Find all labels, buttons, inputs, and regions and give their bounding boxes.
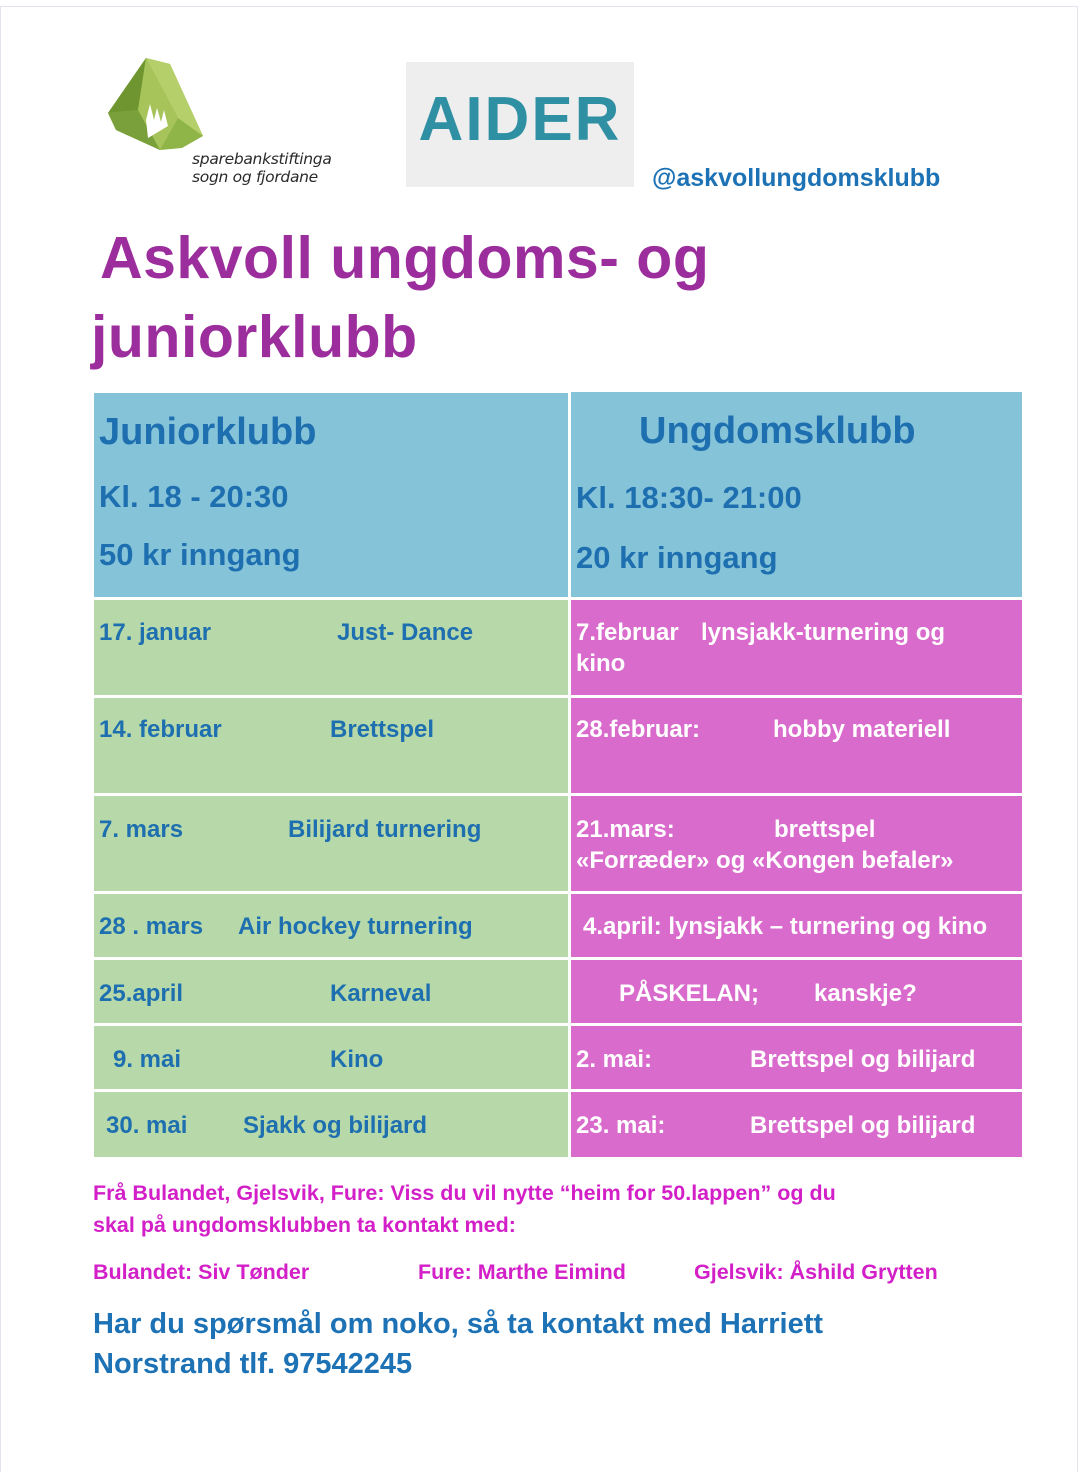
junior-header-cell <box>94 393 568 597</box>
table-row <box>571 1092 1022 1157</box>
sparebank-name-line2: sogn og fjordane <box>192 168 318 186</box>
junior-time: Kl. 18 - 20:30 <box>99 479 289 514</box>
ungdom-time: Kl. 18:30- 21:00 <box>576 480 802 515</box>
table-row <box>94 1026 568 1089</box>
sparebankstiftinga-logo <box>108 58 332 193</box>
ungdom-row-date: PÅSKELAN; <box>619 980 760 1007</box>
table-row <box>94 894 568 957</box>
social-handle: @askvollungdomsklubb <box>652 164 941 192</box>
junior-price: 50 kr inngang <box>99 537 301 572</box>
table-row <box>94 600 568 695</box>
table-row <box>571 698 1022 793</box>
ungdom-row-date: 28.februar: <box>576 716 701 743</box>
junior-row-date: 17. januar <box>99 619 212 646</box>
junior-row-event: Air hockey turnering <box>238 913 473 940</box>
junior-row-date: 25.april <box>99 980 184 1007</box>
ungdom-price: 20 kr inngang <box>576 540 778 575</box>
junior-row-event: Brettspel <box>330 716 435 743</box>
junior-row-event: Karneval <box>330 980 432 1007</box>
page-title-line2: juniorklubb <box>91 304 418 370</box>
aider-logo-text: AIDER <box>418 85 622 154</box>
junior-row-date: 14. februar <box>99 716 222 743</box>
table-row <box>571 960 1022 1023</box>
table-row <box>94 960 568 1023</box>
ungdom-row-event: lynsjakk-turnering og <box>701 619 946 646</box>
contact-bulandet: Bulandet: Siv Tønder <box>93 1260 310 1284</box>
ungdom-row-extra: «Forræder» og «Kongen befaler» <box>576 847 954 874</box>
ungdom-row-event: Brettspel og bilijard <box>750 1112 976 1139</box>
ungdom-row-date: 7.februar <box>576 619 679 646</box>
ungdom-row-date: 4.april: lynsjakk – turnering og kino <box>583 913 988 940</box>
footer-line2: Norstrand tlf. 97542245 <box>93 1348 413 1380</box>
junior-row-event: Bilijard turnering <box>288 816 482 843</box>
junior-row-date: 7. mars <box>99 816 184 843</box>
table-row <box>571 600 1022 695</box>
ungdom-row-extra: kino <box>576 650 626 677</box>
table-row <box>94 698 568 793</box>
contact-gjelsvik: Gjelsvik: Åshild Grytten <box>694 1260 938 1284</box>
table-row <box>94 796 568 891</box>
junior-row-date: 30. mai <box>106 1112 188 1139</box>
info-line1: Frå Bulandet, Gjelsvik, Fure: Viss du vil nytte “heim for 50.lappen” og du <box>93 1181 836 1205</box>
junior-row-date: 28 . mars <box>99 913 204 940</box>
ungdom-row-event: brettspel <box>774 816 876 843</box>
contact-fure: Fure: Marthe Eimind <box>418 1260 626 1284</box>
ungdom-row-event: Brettspel og bilijard <box>750 1046 976 1073</box>
ungdom-row-event: kanskje? <box>814 980 917 1007</box>
page-title-line1: Askvoll ungdoms- og <box>100 225 710 291</box>
junior-row-event: Sjakk og bilijard <box>243 1112 428 1139</box>
ungdom-row-date: 2. mai: <box>576 1046 653 1073</box>
ungdom-title: Ungdomsklubb <box>639 410 916 452</box>
aider-logo <box>406 62 634 187</box>
junior-row-date: 9. mai <box>113 1046 182 1073</box>
table-row <box>94 1092 568 1157</box>
ungdom-row-date: 23. mai: <box>576 1112 666 1139</box>
table-row <box>571 894 1022 957</box>
ungdom-row-event: hobby materiell <box>773 716 951 743</box>
info-line2: skal på ungdomsklubben ta kontakt med: <box>93 1213 516 1237</box>
footer-line1: Har du spørsmål om noko, så ta kontakt med Harriett <box>93 1308 824 1340</box>
junior-row-event: Kino <box>330 1046 384 1073</box>
table-row <box>571 1026 1022 1089</box>
table-row <box>571 796 1022 891</box>
junior-row-event: Just- Dance <box>337 619 474 646</box>
ungdom-header-cell <box>571 392 1022 597</box>
sparebank-name-line1: sparebankstiftinga <box>192 150 332 168</box>
sparebank-emblem-icon <box>108 58 208 153</box>
ungdom-row-date: 21.mars: <box>576 816 675 843</box>
junior-title: Juniorklubb <box>99 411 317 453</box>
